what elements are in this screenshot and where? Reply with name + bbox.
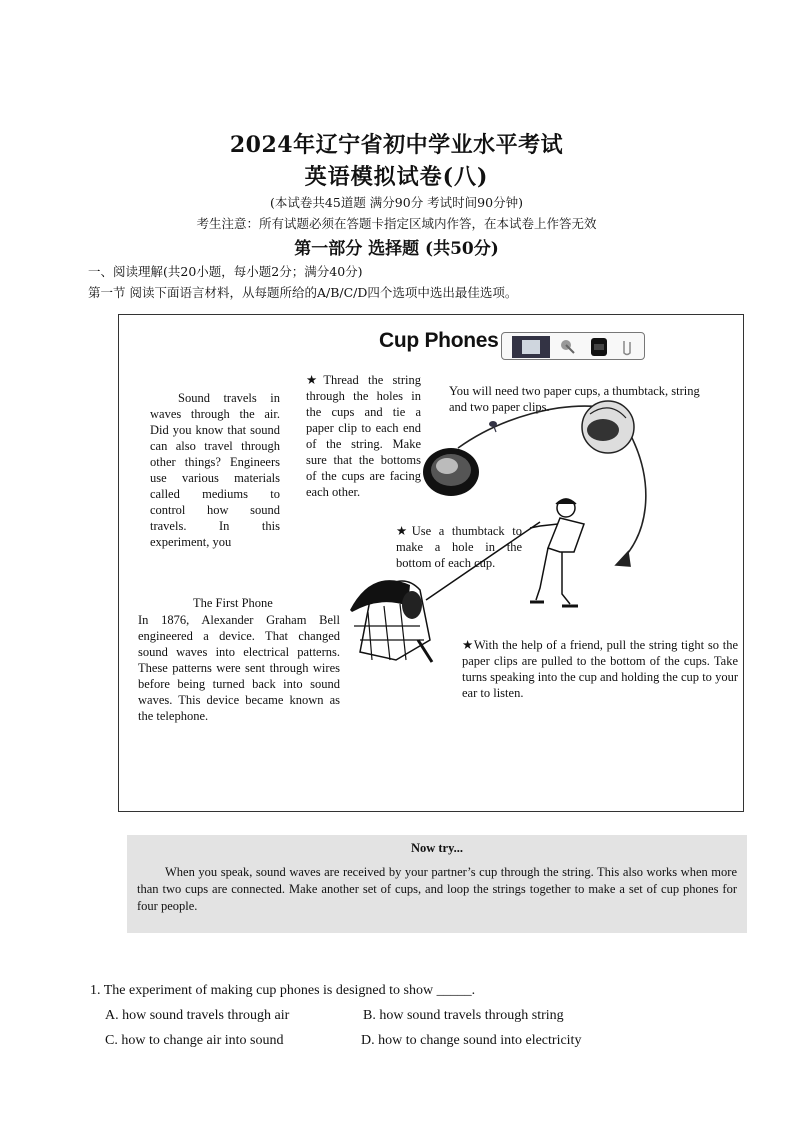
boy-standing: [530, 499, 584, 606]
paper-cup-upper: [423, 448, 479, 496]
exam-title: 2024年辽宁省初中学业水平考试: [229, 132, 564, 158]
now-try-text: When you speak, sound waves are received by your partner’s cup through the string. This also works when more than two cups are connected. Make another set of cups, and loop the strings together to make a set of cup phones for four people.: [137, 865, 737, 913]
string-spool-icon: [591, 338, 607, 356]
intro-paragraph: Sound travels in waves through the air. Did you know that sound can also travel through other things? Engineers use various materials called mediums to control how sound travels. In this experiment, you: [150, 391, 280, 549]
first-phone-heading: The First Phone: [193, 596, 273, 610]
paper-title: 英语模拟试卷(八): [304, 164, 489, 190]
step-thumbtack: ★Use a thumbtack to make a hole in the bottom of each cup.: [396, 524, 522, 570]
part-title: 第一部分 选择题 (共50分): [294, 239, 499, 259]
child-with-cup: [350, 580, 432, 662]
materials-icons: [502, 333, 646, 361]
first-phone-paragraph: In 1876, Alexander Graham Bell engineered a device. That changed sound waves into electrical patterns. These patterns were sent through wires before being turned back into sound waves. This device became known as the telephone.: [138, 613, 340, 723]
materials-text: You will need two paper cups, a thumbtack, string and two paper clips.: [449, 384, 700, 414]
materials-icon-strip: [501, 332, 645, 360]
cup-photo-icon: [512, 336, 550, 358]
exam-notice: 考生注意：所有试题必须在答题卡指定区域内作答，在本试卷上作答无效: [196, 216, 597, 231]
passage-title: Cup Phones: [379, 329, 499, 352]
step-thread-string: ★Thread the string through the holes in the cups and tie a paper clip to each end of the string. Make sure that the bottoms of the cups are facing each other.: [306, 373, 421, 499]
option-c: C. how to change air into sound: [105, 1033, 284, 1048]
thumbtack-icon: [561, 340, 574, 353]
section-heading: 一、阅读理解(共20小题，每小题2分；满分40分): [88, 264, 363, 279]
exam-info: (本试卷共45道题 满分90分 考试时间90分钟): [270, 195, 523, 210]
option-a: A. how sound travels through air: [105, 1008, 290, 1023]
option-b: B. how sound travels through string: [363, 1008, 564, 1023]
option-d: D. how to change sound into electricity: [361, 1033, 582, 1048]
step-with-friend: ★With the help of a friend, pull the string tight so the paper clips are pulled to the bottom of the cups. Take turns speaking into the cup and holding the cup to your ear to listen.: [462, 638, 738, 700]
paper-clip-icon: [624, 341, 630, 355]
question-stem: 1. The experiment of making cup phones is designed to show _____.: [90, 983, 476, 998]
section-instruction: 第一节 阅读下面语言材料，从每题所给的A/B/C/D四个选项中选出最佳选项。: [88, 285, 518, 300]
now-try-title: Now try...: [410, 841, 464, 855]
